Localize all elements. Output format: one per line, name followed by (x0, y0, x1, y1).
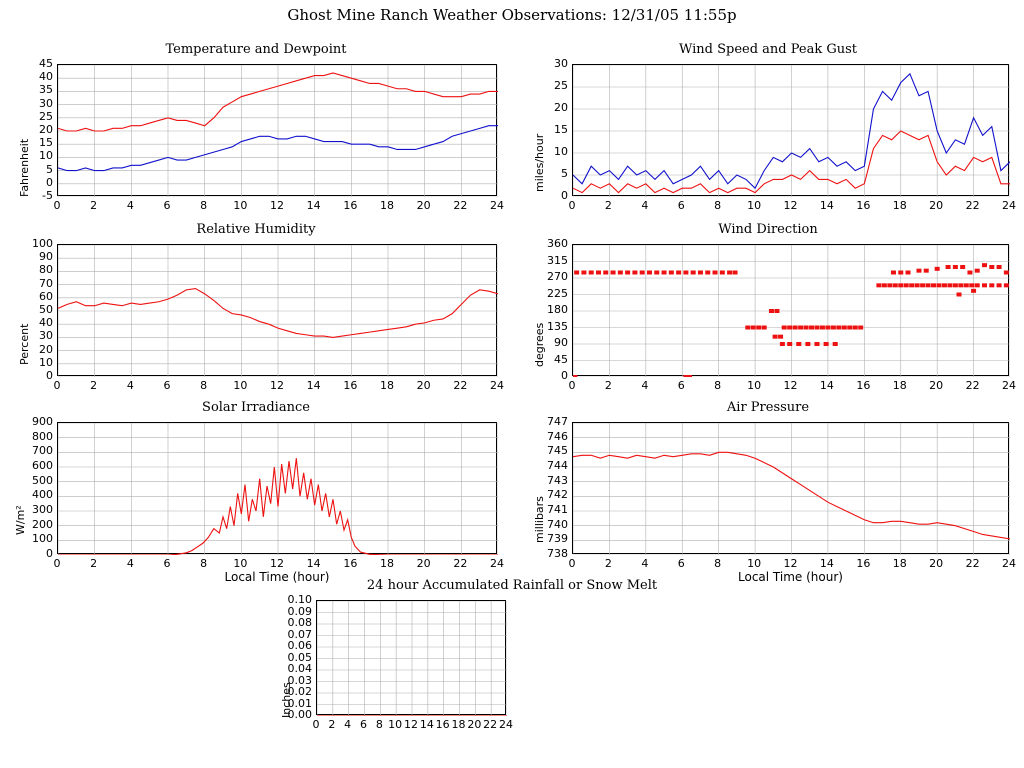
xtick-label: 24 (1002, 557, 1016, 570)
wind-direction-point (787, 342, 792, 346)
wind-direction-point (793, 326, 798, 330)
wind-direction-point (891, 271, 896, 275)
plot-solar (57, 422, 497, 554)
wind-direction-point (904, 283, 909, 287)
ytick-label: 0.03 (287, 673, 312, 687)
xtick-label: 8 (200, 557, 208, 570)
wind-direction-point (774, 309, 779, 313)
ytick-label: 744 (547, 459, 568, 472)
xtick-label: 0 (312, 718, 320, 731)
ytick-label: 200 (32, 517, 53, 531)
ytick-label: 0.04 (287, 662, 312, 675)
xtick-label: 6 (677, 379, 685, 392)
xtick-label: 4 (641, 379, 649, 392)
wind-direction-point (957, 293, 962, 297)
ytick-label: -5 (42, 189, 53, 202)
ytick-label: 35 (39, 83, 53, 97)
wind-direction-point (751, 326, 756, 330)
wind-direction-point (964, 283, 969, 287)
wind-direction-point (1004, 283, 1009, 287)
xtick-label: 14 (306, 557, 321, 570)
wind-direction-point (745, 326, 750, 330)
ytick-label: 747 (547, 415, 568, 428)
ytick-label: 0.05 (287, 650, 312, 664)
wind-direction-point (798, 326, 803, 330)
xtick-label: 18 (380, 199, 394, 212)
wind-direction-point (989, 283, 994, 287)
ytick-label: 400 (32, 488, 53, 502)
panel-winddirection (512, 222, 1024, 402)
xtick-label: 12 (404, 718, 418, 731)
xtick-label: 14 (819, 379, 834, 392)
ytick-label: 10 (39, 355, 53, 369)
ytick-label: 10 (554, 145, 568, 158)
wind-direction-point (997, 283, 1002, 287)
wind-direction-point (640, 271, 645, 275)
xtick-label: 22 (453, 557, 468, 570)
xtick-label: 10 (233, 379, 248, 392)
chart-canvas-winddir (573, 245, 1010, 377)
wind-direction-point (773, 335, 778, 339)
xtick-label: 4 (126, 557, 134, 570)
ytick-label: 0.09 (287, 604, 312, 618)
axis-label-y-pressure: millibars (533, 496, 546, 543)
page-title: Ghost Mine Ranch Weather Observations: 12/31/05 11:55p (287, 6, 737, 24)
wind-direction-point (946, 265, 951, 269)
xtick-label: 22 (453, 199, 468, 212)
wind-direction-point (809, 326, 814, 330)
xtick-label: 4 (641, 557, 649, 570)
wind-direction-point (589, 271, 594, 275)
xtick-label: 18 (892, 199, 907, 212)
xtick-label: 20 (416, 379, 431, 392)
ytick-label: 25 (39, 109, 53, 123)
wind-direction-point (947, 283, 952, 287)
xtick-label: 6 (163, 557, 171, 570)
axis-label-y-rainfall: Inches (280, 682, 293, 718)
ytick-label: 0.00 (287, 708, 312, 721)
wind-direction-point (782, 326, 787, 330)
chart-canvas-wind (573, 65, 1010, 197)
wind-direction-point (887, 283, 892, 287)
ytick-label: 90 (39, 250, 53, 264)
ytick-label: 741 (547, 503, 568, 516)
ytick-label: 315 (547, 253, 568, 267)
wind-direction-point (906, 271, 911, 275)
xtick-label: 2 (90, 199, 98, 212)
xtick-label: 16 (435, 718, 450, 731)
ytick-label: 0.06 (287, 639, 312, 652)
panel-pressure (512, 400, 1024, 590)
ytick-label: 740 (547, 517, 568, 531)
wind-direction-point (814, 326, 819, 330)
xtick-label: 24 (499, 718, 513, 731)
wind-direction-point (676, 271, 681, 275)
wind-direction-point (916, 269, 921, 273)
wind-direction-point (603, 271, 608, 275)
ytick-label: 135 (547, 319, 568, 333)
ytick-label: 5 (561, 167, 568, 180)
xtick-label: 20 (416, 557, 431, 570)
ytick-label: 5 (46, 162, 53, 176)
wind-direction-point (625, 271, 630, 275)
ytick-label: 0 (561, 189, 568, 202)
chart-canvas-pressure (573, 423, 1010, 555)
ytick-label: 225 (547, 286, 568, 300)
ytick-label: 500 (32, 473, 53, 487)
plot-humidity (57, 244, 497, 376)
xtick-label: 14 (419, 718, 434, 731)
plot-rainfall (316, 600, 506, 715)
panel-title-wind: Wind Speed and Peak Gust (678, 42, 858, 57)
xtick-label: 18 (451, 718, 466, 731)
xtick-label: 8 (714, 199, 722, 212)
ytick-label: 90 (554, 336, 568, 349)
xtick-label: 20 (416, 199, 431, 212)
panel-wind (512, 42, 1024, 222)
wind-direction-point (611, 271, 616, 275)
wind-direction-point (780, 342, 785, 346)
wind-direction-point (967, 271, 972, 275)
wind-direction-point (596, 271, 601, 275)
wind-direction-point (762, 326, 767, 330)
xtick-label: 20 (929, 199, 944, 212)
xtick-label: 12 (783, 199, 798, 212)
xtick-label: 8 (375, 718, 383, 731)
xtick-label: 2 (604, 199, 612, 212)
wind-direction-point (982, 283, 987, 287)
wind-direction-point (820, 326, 825, 330)
ytick-label: 743 (547, 473, 568, 487)
wind-direction-point (654, 271, 659, 275)
ytick-label: 30 (39, 96, 53, 110)
wind-direction-point (924, 269, 929, 273)
xtick-label: 18 (892, 557, 907, 570)
panel-temperature (0, 42, 512, 222)
xtick-label: 0 (568, 199, 576, 212)
xtick-label: 4 (641, 199, 649, 212)
panel-rainfall (256, 578, 768, 758)
wind-direction-point (778, 335, 783, 339)
ytick-label: 0.10 (287, 593, 312, 606)
xtick-label: 8 (714, 379, 722, 392)
wind-direction-point (942, 283, 947, 287)
wind-direction-point (953, 265, 958, 269)
wind-direction-point (960, 265, 965, 269)
ytick-label: 745 (547, 444, 568, 458)
ytick-label: 0.01 (287, 696, 312, 710)
ytick-label: 0.02 (287, 685, 312, 698)
panel-title-pressure: Air Pressure (726, 400, 810, 415)
xtick-label: 16 (856, 379, 871, 392)
panel-title-temperature: Temperature and Dewpoint (165, 42, 347, 57)
panel-title-solar: Solar Irradiance (202, 400, 310, 415)
xtick-label: 12 (270, 557, 284, 570)
wind-direction-point (847, 326, 852, 330)
ytick-label: 746 (547, 429, 568, 443)
xtick-label: 20 (929, 557, 944, 570)
xtick-label: 24 (490, 379, 504, 392)
wind-direction-point (669, 271, 674, 275)
wind-direction-point (647, 271, 652, 275)
xtick-label: 14 (819, 557, 834, 570)
wind-direction-point (842, 326, 847, 330)
xtick-label: 8 (200, 199, 208, 212)
xtick-label: 8 (200, 379, 208, 392)
ytick-label: 100 (32, 532, 53, 546)
ytick-label: 40 (39, 70, 53, 84)
wind-direction-point (1004, 271, 1009, 275)
ytick-label: 50 (39, 303, 53, 316)
xtick-label: 16 (343, 379, 358, 392)
ytick-label: 25 (554, 79, 568, 92)
chart-canvas-solar (58, 423, 498, 555)
xtick-label: 18 (380, 557, 394, 570)
xtick-label: 22 (453, 379, 468, 392)
wind-direction-point (971, 289, 976, 293)
wind-direction-point (691, 271, 696, 275)
xtick-label: 2 (328, 718, 336, 731)
xtick-label: 10 (747, 199, 762, 212)
xtick-label: 4 (126, 379, 134, 392)
ytick-label: 15 (39, 136, 53, 150)
xtick-label: 0 (53, 379, 61, 392)
xtick-label: 2 (604, 379, 612, 392)
axis-label-y-humidity: Percent (18, 323, 31, 365)
wind-direction-point (833, 342, 838, 346)
xtick-label: 6 (360, 718, 367, 731)
xtick-label: 8 (714, 557, 722, 570)
ytick-label: 900 (32, 415, 53, 428)
wind-direction-point (858, 326, 863, 330)
wind-direction-point (931, 283, 936, 287)
wind-direction-point (920, 283, 925, 287)
xtick-label: 22 (965, 557, 980, 570)
chart-canvas-humidity (58, 245, 498, 377)
xtick-label: 6 (163, 199, 171, 212)
wind-direction-point (935, 267, 940, 271)
xtick-label: 0 (53, 557, 61, 570)
wind-direction-point (698, 271, 703, 275)
xtick-label: 6 (163, 379, 171, 392)
ytick-label: 180 (547, 303, 568, 316)
ytick-label: 20 (554, 101, 568, 114)
ytick-label: 0 (46, 175, 53, 189)
ytick-label: 0 (46, 369, 53, 382)
wind-direction-point (769, 309, 774, 313)
wind-direction-point (705, 271, 710, 275)
wind-direction-point (618, 271, 623, 275)
wind-direction-point (975, 269, 980, 273)
xtick-label: 12 (270, 379, 284, 392)
wind-direction-point (909, 283, 914, 287)
wind-direction-point (836, 326, 841, 330)
wind-direction-point (853, 326, 858, 330)
wind-direction-point (975, 283, 980, 287)
xtick-label: 2 (90, 379, 98, 392)
xtick-label: 22 (483, 718, 498, 731)
xtick-label: 6 (677, 199, 685, 212)
wind-direction-point (989, 265, 994, 269)
xtick-label: 0 (568, 379, 576, 392)
xtick-label: 10 (747, 557, 762, 570)
wind-direction-point (936, 283, 941, 287)
ytick-label: 20 (39, 123, 53, 136)
xtick-label: 16 (343, 199, 358, 212)
ytick-label: 20 (39, 342, 53, 356)
wind-direction-point (953, 283, 958, 287)
ytick-label: 800 (32, 429, 53, 443)
wind-direction-point (824, 342, 829, 346)
axis-label-y-wind: miles/hour (533, 133, 546, 192)
ytick-label: 70 (39, 276, 53, 290)
panel-solar (0, 400, 512, 590)
xtick-label: 2 (604, 557, 612, 570)
wind-direction-point (958, 283, 963, 287)
wind-direction-point (831, 326, 836, 330)
wind-direction-point (876, 283, 881, 287)
xtick-label: 16 (343, 557, 358, 570)
xtick-label: 14 (306, 199, 321, 212)
wind-direction-point (662, 271, 667, 275)
xtick-label: 10 (233, 557, 248, 570)
panel-title-humidity: Relative Humidity (196, 222, 316, 237)
xtick-label: 6 (677, 557, 685, 570)
wind-direction-point (825, 326, 830, 330)
wind-direction-point (581, 271, 586, 275)
xtick-label: 0 (568, 557, 576, 570)
ytick-label: 270 (547, 270, 568, 283)
axis-label-y-solar: W/m² (14, 505, 27, 535)
panel-humidity (0, 222, 512, 402)
ytick-label: 0 (46, 547, 53, 560)
ytick-label: 30 (39, 329, 53, 343)
xtick-label: 24 (490, 199, 504, 212)
plot-temperature (57, 64, 497, 196)
ytick-label: 60 (39, 289, 53, 303)
xtick-label: 0 (53, 199, 61, 212)
wind-direction-point (573, 375, 577, 377)
ytick-label: 300 (32, 503, 53, 516)
xtick-label: 14 (819, 199, 834, 212)
ytick-label: 80 (39, 263, 53, 277)
xtick-label: 2 (90, 557, 98, 570)
axis-label-y-winddirection: degrees (533, 322, 546, 367)
wind-direction-point (814, 342, 819, 346)
plot-wind (572, 64, 1009, 196)
ytick-label: 30 (554, 57, 568, 70)
wind-direction-point (915, 283, 920, 287)
ytick-label: 0 (561, 369, 568, 382)
xtick-label: 24 (490, 557, 504, 570)
ytick-label: 100 (32, 237, 53, 250)
wind-direction-point (805, 342, 810, 346)
wind-direction-point (982, 263, 987, 267)
wind-direction-point (574, 271, 579, 275)
xtick-label: 4 (344, 718, 352, 731)
xtick-label: 18 (892, 379, 907, 392)
wind-direction-point (804, 326, 809, 330)
axis-label-y-temperature: Fahrenheit (18, 138, 31, 197)
xtick-label: 14 (306, 379, 321, 392)
xtick-label: 10 (388, 718, 403, 731)
xtick-label: 20 (467, 718, 482, 731)
ytick-label: 700 (32, 444, 53, 458)
xtick-label: 18 (380, 379, 394, 392)
wind-direction-point (926, 283, 931, 287)
wind-direction-point (687, 375, 692, 377)
ytick-label: 742 (547, 488, 568, 502)
axis-label-x-solar: Local Time (hour) (224, 570, 330, 584)
ytick-label: 40 (39, 316, 53, 330)
xtick-label: 16 (856, 199, 871, 212)
plot-pressure (572, 422, 1009, 554)
wind-direction-point (898, 283, 903, 287)
ytick-label: 45 (554, 352, 568, 366)
wind-direction-point (756, 326, 761, 330)
xtick-label: 24 (1002, 199, 1016, 212)
wind-direction-point (733, 271, 738, 275)
wind-direction-point (683, 271, 688, 275)
ytick-label: 360 (547, 237, 568, 250)
ytick-label: 15 (554, 123, 568, 136)
xtick-label: 16 (856, 557, 871, 570)
ytick-label: 600 (32, 459, 53, 472)
wind-direction-point (898, 271, 903, 275)
ytick-label: 0.07 (287, 627, 312, 641)
wind-direction-point (713, 271, 718, 275)
xtick-label: 4 (126, 199, 134, 212)
xtick-label: 22 (965, 379, 980, 392)
wind-direction-point (893, 283, 898, 287)
wind-direction-point (997, 265, 1002, 269)
xtick-label: 12 (270, 199, 284, 212)
chart-canvas-rainfall (317, 601, 507, 716)
wind-direction-point (787, 326, 792, 330)
xtick-label: 12 (783, 557, 798, 570)
plot-winddirection (572, 244, 1009, 376)
ytick-label: 10 (39, 149, 53, 163)
ytick-label: 0.08 (287, 616, 312, 629)
wind-direction-point (632, 271, 637, 275)
wind-direction-point (882, 283, 887, 287)
panel-title-rainfall: 24 hour Accumulated Rainfall or Snow Melt (366, 578, 658, 593)
xtick-label: 20 (929, 379, 944, 392)
ytick-label: 739 (547, 532, 568, 546)
wind-direction-point (727, 271, 732, 275)
wind-direction-point (720, 271, 725, 275)
xtick-label: 12 (783, 379, 798, 392)
wind-direction-point (969, 283, 974, 287)
ytick-label: 45 (39, 57, 53, 70)
xtick-label: 10 (233, 199, 248, 212)
axis-label-x-pressure: Local Time (hour) (738, 570, 843, 584)
xtick-label: 24 (1002, 379, 1016, 392)
wind-direction-point (796, 342, 801, 346)
panel-title-winddirection: Wind Direction (718, 222, 818, 237)
xtick-label: 22 (965, 199, 980, 212)
chart-canvas-temperature (58, 65, 498, 197)
ytick-label: 738 (547, 547, 568, 560)
xtick-label: 10 (747, 379, 762, 392)
